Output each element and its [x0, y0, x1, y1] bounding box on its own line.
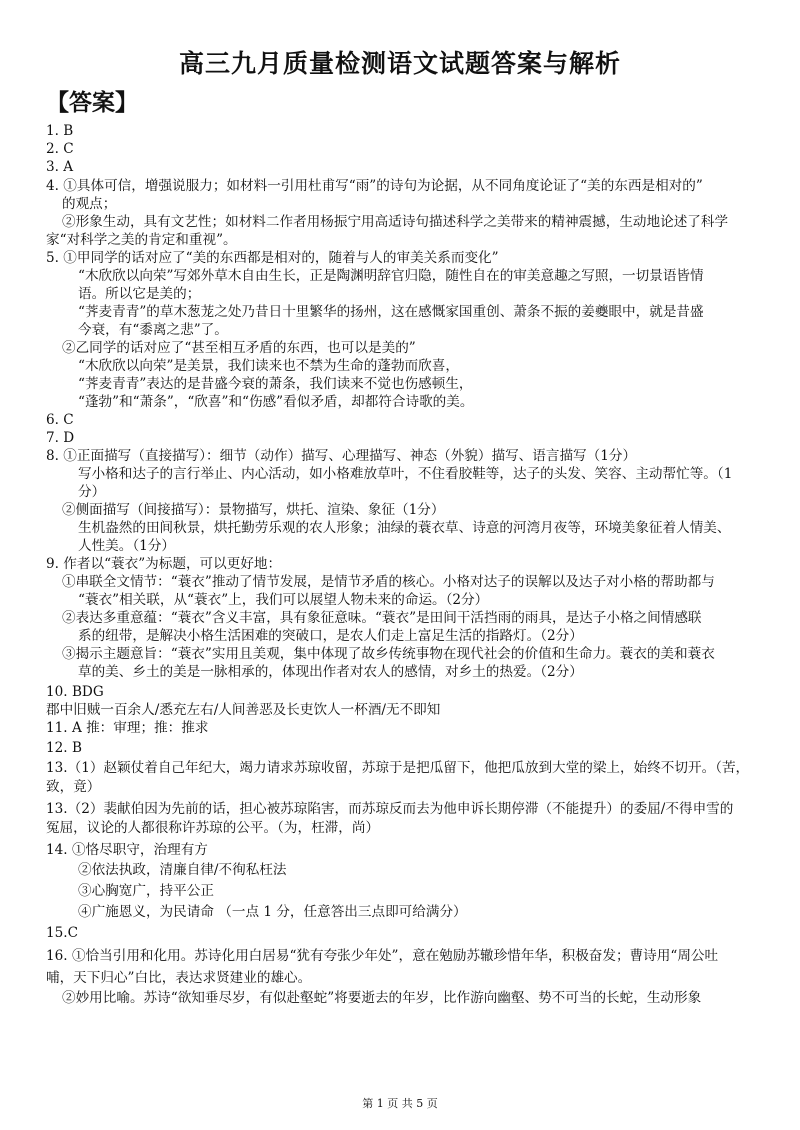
- answer-line: 家“对科学之美的肯定和重视”。: [46, 232, 237, 248]
- answer-line: 冤屈，议论的人都很称许苏琼的公平。（为，枉滞，尚）: [46, 820, 380, 836]
- answer-line: 9. 作者以“蓑衣”为标题，可以更好地：: [46, 556, 282, 572]
- answer-line: ②侧面描写（间接描写）：景物描写，烘托、渲染、象征（1分）: [62, 502, 445, 518]
- page-footer: 第 1 页 共 5 页: [362, 1097, 438, 1110]
- answer-line: ②表达多重意蕴：“蓑衣”含义丰富，具有象征意味。“蓑衣”是田间干活挡雨的雨具，是达子小格之间情感联: [62, 610, 702, 626]
- answer-line: 哺，天下归心”白比，表达求贤建业的雄心。: [46, 970, 312, 986]
- answer-line: 致，竟）: [46, 779, 101, 795]
- answer-line: “蓬勃”和“萧条”，“欣喜”和“伤感”看似矛盾，却都符合诗歌的美。: [78, 394, 474, 410]
- answer-line: 3. A: [46, 159, 74, 175]
- answer-line: 写小格和达子的言行举止、内心活动，如小格难放草叶，不住看胶鞋等，达子的头发、笑容、主动帮忙等。（1: [78, 466, 733, 482]
- answer-line: 13.（1）赵颖仗着自己年纪大，竭力请求苏琼收留，苏琼于是把瓜留下，他把瓜放到大堂的梁上，始终不切开。（苦，: [46, 760, 750, 776]
- answer-line: 6. C: [46, 412, 74, 428]
- answer-line: “木欣欣以向荣”写郊外草木自由生长，正是陶渊明辞官归隐，随性自在的审美意趣之写照，一切景语皆情: [78, 268, 704, 284]
- answer-line: 2. C: [46, 141, 74, 157]
- answer-line: 郡中旧贼一百余人/悉充左右/人间善恶及长吏饮人一杯酒/无不即知: [46, 702, 441, 718]
- answer-line: ③心胸宽广，持平公正: [78, 883, 214, 899]
- answer-line: ②妙用比喻。苏诗“欲知垂尽岁，有似赴壑蛇”将要逝去的年岁，比作游向幽壑、势不可当的长蛇，生动形象: [62, 990, 702, 1006]
- answer-line: ②乙同学的话对应了“甚至相互矛盾的东西，也可以是美的”: [62, 340, 416, 356]
- answer-line: ③揭示主题意旨：“蓑衣”实用且美观，集中体现了故乡传统事物在现代社会的价值和生命力。蓑衣的美和蓑衣: [62, 646, 715, 662]
- answer-section-heading: 【答案】: [46, 90, 138, 116]
- answer-line: 1. B: [46, 123, 74, 139]
- answer-line: ②形象生动，具有文艺性；如材料二作者用杨振宁用高适诗句描述科学之美带来的精神震撼，生动地论述了科学: [62, 214, 729, 230]
- answer-line: 5. ①甲同学的话对应了“美的东西都是相对的，随着与人的审美关系而变化”: [46, 250, 499, 266]
- answer-line: 分）: [78, 484, 106, 500]
- answer-line: “荠麦青青”的草木葱茏之处乃昔日十里繁华的扬州，这在感慨家国重创、萧条不振的姜夔眼中，就是昔盛: [78, 304, 704, 320]
- answer-line: 系的纽带，是解决小格生活困难的突破口，是农人们走上富足生活的指路灯。（2分）: [78, 628, 583, 644]
- answer-line: ④广施恩义，为民请命 （一点 1 分，任意答出三点即可给满分）: [78, 904, 467, 920]
- answer-line: 人性美。（1分）: [78, 538, 176, 554]
- answer-line: 7. D: [46, 430, 75, 446]
- answer-line: 今衰，有“黍离之悲”了。: [78, 322, 228, 338]
- answer-line: 语。所以它是美的；: [78, 286, 201, 302]
- answer-line: 8. ①正面描写（直接描写）：细节（动作）描写、心理描写、神态（外貌）描写、语言描写（1分）: [46, 448, 637, 464]
- answer-line: 15.C: [46, 925, 79, 941]
- answer-line: “木欣欣以向荣”是美景，我们读来也不禁为生命的蓬勃而欣喜，: [78, 358, 459, 374]
- answer-line: 4. ①具体可信，增强说服力；如材料一引用杜甫写“雨”的诗句为论据，从不同角度论证了“美的东西是相对的”: [46, 178, 703, 194]
- answer-line: ①串联全文情节：“蓑衣”推动了情节发展，是情节矛盾的核心。小格对达子的误解以及达子对小格的帮助都与: [62, 574, 715, 590]
- answer-line: “蓑衣”相关联，从“蓑衣”上，我们可以展望人物未来的命运。（2分）: [78, 592, 489, 608]
- document-title: 高三九月质量检测语文试题答案与解析: [178, 49, 621, 78]
- answer-line: 生机盎然的田间秋景，烘托勤劳乐观的农人形象；油绿的蓑衣草、诗意的河湾月夜等，环境美象征着人情美、: [78, 520, 731, 536]
- answer-line: ②依法执政，清廉自律/不徇私枉法: [78, 862, 287, 878]
- answer-line: “荠麦青青”表达的是昔盛今衰的萧条，我们读来不觉也伤感顿生，: [78, 376, 473, 392]
- answer-line: 13.（2）裴献伯因为先前的话，担心被苏琼陷害，而苏琼反而去为他申诉长期停滞（不能提升）的委屈/不得申雪的: [46, 801, 734, 817]
- answer-line: 16. ①恰当引用和化用。苏诗化用白居易“犹有夸张少年处”，意在勉励苏辙珍惜年华，积极奋发；曹诗用“周公吐: [46, 948, 719, 964]
- answer-line: 10. BDG: [46, 684, 104, 700]
- answer-line: 草的美、乡土的美是一脉相承的，体现出作者对农人的感情，对乡土的热爱。（2分）: [78, 664, 583, 680]
- answer-line: 的观点；: [62, 196, 117, 212]
- answer-line: 12. B: [46, 740, 82, 756]
- answer-line: 14. ①恪尽职守，治理有方: [46, 842, 208, 858]
- answer-line: 11. A 推：审理；推：推求: [46, 720, 209, 736]
